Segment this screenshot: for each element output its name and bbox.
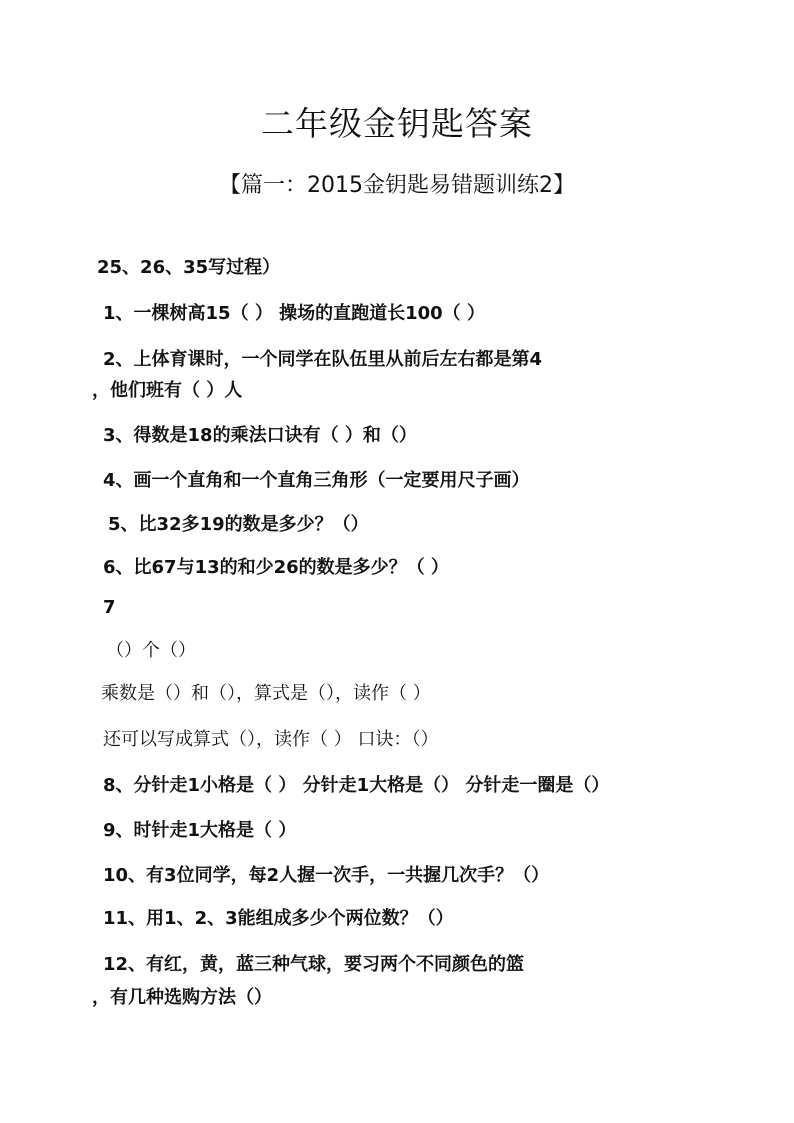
question-10: 10、有3位同学，每2人握一次手，一共握几次手？（） — [103, 865, 550, 886]
question-8: 8、分针走1小格是（ ） 分针走1大格是（） 分针走一圈是（） — [103, 775, 610, 796]
question-4: 4、画一个直角和一个直角三角形（一定要用尺子画） — [103, 470, 530, 491]
question-7-line-b: 乘数是（）和（），算式是（），读作（ ） — [101, 683, 431, 704]
document-title: 二年级金钥匙答案 — [261, 104, 533, 143]
question-7-line-c: 还可以写成算式（），读作（ ） 口诀：（） — [103, 729, 439, 750]
text-line: 25、26、35写过程） — [97, 257, 281, 278]
question-1: 1、一棵树高15（ ） 操场的直跑道长100（ ） — [103, 303, 485, 324]
question-6: 6、比67与13的和少26的数是多少？（ ） — [103, 557, 449, 578]
question-9: 9、时针走1大格是（ ） — [103, 820, 297, 841]
question-12: 12、有红，黄，蓝三种气球，要习两个不同颜色的篮 — [103, 954, 525, 975]
question-7-line-a: （）个（） — [106, 640, 196, 661]
document-subtitle: 【篇一：2015金钥匙易错题训练2】 — [219, 173, 575, 198]
question-3: 3、得数是18的乘法口诀有（ ）和（） — [103, 425, 417, 446]
question-2: 2、上体育课时，一个同学在队伍里从前后左右都是第4 — [103, 349, 543, 370]
question-2-continued: ，他们班有（ ）人 — [92, 380, 243, 401]
question-11: 11、用1、2、3能组成多少个两位数？（） — [103, 908, 454, 929]
question-7: 7 — [103, 597, 116, 618]
question-5: 5、比32多19的数是多少？（） — [108, 514, 369, 535]
question-12-continued: ，有几种选购方法（） — [92, 987, 272, 1008]
